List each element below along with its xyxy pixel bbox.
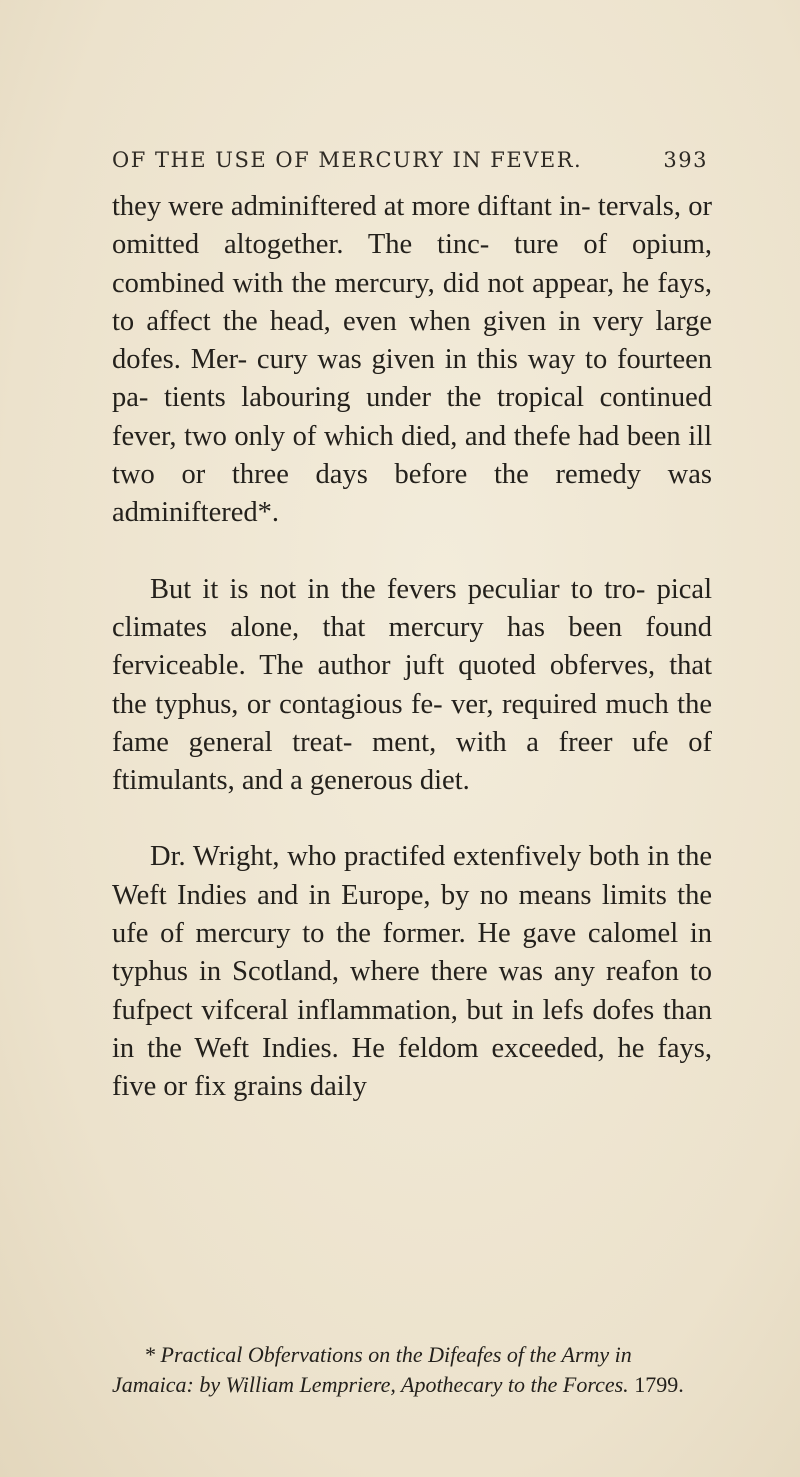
paragraph-2: But it is not in the fevers peculiar to tro- pical climates alone, that mercury has been found ferviceable. The author juft quoted obferves, that the typhus, or contagious fe- ver, required much the fame general treat- ment, with a freer ufe of ftimulants, and a generous diet. [112, 573, 712, 797]
paragraph-1: they were adminiftered at more diftant in- tervals, or omitted altogether. The tinc- ture of opium, combined with the mercury, did not appear, he fays, to affect the head, even when given in very large dofes. Mer- cury was given in this way to fourteen pa- tients labouring under the tropical continued fever, two only of which died, and thefe had been ill two or three days before the remedy was adminiftered*. [112, 191, 712, 529]
page-number: 393 [663, 148, 708, 172]
paragraph-3: Dr. Wright, who practifed extenfively both in the Weft Indies and in Europe, by no means limits the ufe of mercury to the former. He gave calomel in typhus in Scotland, where there was any reafon to fufpect vifceral inflammation, but in lefs dofes than in the Weft Indies. He feldom exceeded, he fays, five or fix grains daily [112, 841, 712, 1103]
footnote [112, 1340, 712, 1400]
running-head [112, 148, 708, 172]
footnote-text: * Practical Obfervations on the Difeafes of the Army in Jamaica: by William Lempriere, Apothecary to the Forces. [112, 1342, 632, 1397]
body-text [112, 188, 712, 1107]
running-head-title: OF THE USE OF MERCURY IN FEVER. [112, 148, 583, 172]
footnote-year: 1799. [634, 1372, 684, 1397]
